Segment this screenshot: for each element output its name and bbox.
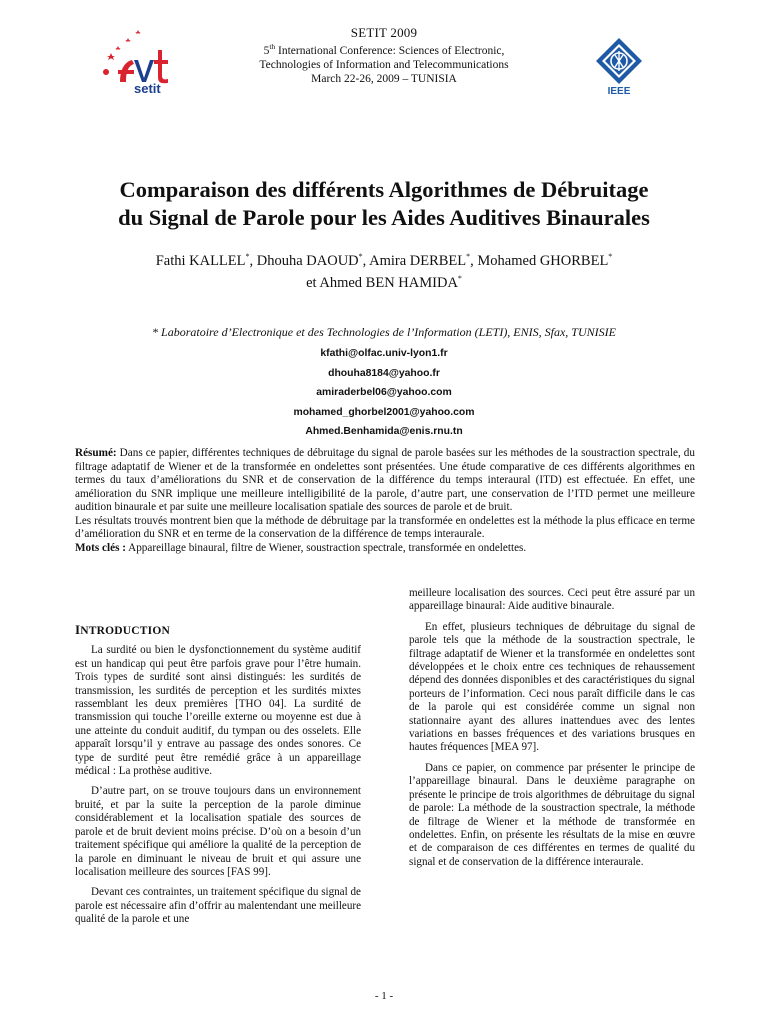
body-paragraph: En effet, plusieurs techniques de débruitage du signal de parole tels que la méthode de la soustraction spectrale, le filtrage adaptatif de Wiener et la transformée en ondelettes sont développées et le choix entre ces techniques de rehaussement dépend des données disponibles et des caractéristiques du signal porteurs de l’information. Ceci nous paraît difficile dans le cas de la parole qui est considérée comme un signal non stationnaire ayant des allures inattendues avec des lentes variations en basses fréquences et des variations brusques en hautes fréquences [MEA 97]. [409, 620, 695, 754]
author-line-1 [70, 248, 698, 270]
conference-line-2: Technologies of Information and Telecommunications [259, 58, 509, 71]
conference-info [200, 26, 568, 86]
body-paragraph: Devant ces contraintes, un traitement spécifique du signal de parole est nécessaire afin d’offrir au malentendant une meilleure qualité de la parole et une [75, 886, 361, 926]
ieee-logo-text: IEEE [607, 86, 631, 96]
conference-short-name: SETIT 2009 [350, 25, 418, 40]
author-name: Mohamed GHORBEL [477, 252, 609, 269]
email-link[interactable]: Ahmed.Benhamida@enis.rnu.tn [305, 426, 463, 438]
email-link[interactable]: mohamed_ghorbel2001@yahoo.com [293, 406, 475, 418]
affiliation-mark: * [457, 273, 462, 283]
author-separator: , [470, 252, 478, 269]
email-link[interactable]: kfathi@olfac.univ-lyon1.fr [320, 348, 448, 359]
conference-line-1-text: International Conference: Sciences of Electronic, [275, 44, 505, 57]
abstract-text: Dans ce papier, différentes techniques de débruitage du signal de parole basées sur les méthodes de la soustraction spectrale, du filtrage adaptatif de Wiener et de la transformée en ondelettes sont présentées. Une étude comparative de ces différents algorithmes en termes du taux d’améliorations du SNR et de conservation de la différence du temps interaural (ITD) est effectuée. En effet, une amélioration du SNR implique une meilleure intelligibilité de la parole, d’autre part, une conservation de l’ITD permet une meilleure audition binaurale et par suite une meilleure localisation spatiale des sources de parole et de bruit. [75, 447, 695, 513]
affiliation-mark: * [466, 252, 471, 261]
keywords-label: Mots clés : [75, 541, 126, 554]
author-name: Amira DERBEL [369, 252, 467, 269]
setit-logo [100, 20, 182, 96]
email-link[interactable]: dhouha8184@yahoo.fr [328, 367, 440, 379]
keywords [75, 542, 695, 556]
page-header [0, 0, 768, 100]
affiliation-mark: * [358, 252, 363, 261]
author-name: Fathi KALLEL [155, 252, 246, 269]
conference-number: 5 [263, 44, 270, 57]
affiliation-mark: * [608, 252, 613, 261]
page-number: - 1 - [374, 990, 394, 1002]
author-separator: , [249, 252, 257, 269]
section-heading-initial: I [75, 622, 81, 637]
star-icon [107, 30, 141, 60]
author-name: Dhouha DAOUD [256, 252, 359, 269]
right-column [409, 587, 695, 876]
abstract-paragraph [75, 447, 695, 515]
affiliation: * Laboratoire d’Electronique et des Technologies de l’Information (LETI), ENIS, Sfax, TUNISIE [152, 325, 616, 339]
ieee-logo [592, 36, 646, 96]
section-heading [75, 623, 361, 638]
conference-number-suffix: th [269, 42, 276, 51]
body-paragraph: Dans ce papier, on commence par présenter le principe de l’appareillage binaural. Dans le deuxième paragraphe on présente le principe de trois algorithmes de débruitage du signal de parole: La méthode de la soustraction spectrale, la méthode de filtrage de Wiener et la méthode de transformée en ondelettes. Enfin, on présente les résultats de la mise en œuvre et de comparaison de ces différentes en termes de qualité du signal et de conservation de la différence interaurale. [409, 761, 695, 868]
body-paragraph: meilleure localisation des sources. Ceci peut être assuré par un appareillage binaural: Aide auditive binaurale. [409, 587, 695, 613]
conference-line-1 [200, 40, 568, 58]
body-paragraph: La surdité ou bien le dysfonctionnement du système auditif est un handicap qui peut être parfois grave pour l’être humain. Trois types de surdité sont ainsi distingués: les surdités de transmission, les surdités de perception et les surdités mixtes rassemblant les deux premières [THO 04]. La surdité de transmission qui touche l’oreille externe ou moyenne est due à une atteinte du conduit auditif, du tympan ou des osselets. Elle apparaît lorsqu’il y entrave au passage des ondes sonores. Ce type de surdité peut être remédié grâce à un appareillage médical : La prothèse auditive. [75, 644, 361, 778]
abstract-label: Résumé: [75, 447, 117, 459]
left-column [75, 623, 361, 934]
author-line-2 [70, 270, 698, 292]
paper-title: Comparaison des différents Algorithmes de Débruitage du Signal de Parole pour les Aides Auditives Binaurales [118, 177, 650, 230]
email-link[interactable]: amiraderbel06@yahoo.com [316, 387, 452, 399]
section-heading-text: NTRODUCTION [80, 625, 171, 637]
email-list [200, 344, 568, 442]
logo-text: setit [134, 81, 161, 96]
conference-dates: March 22-26, 2009 – TUNISIA [311, 72, 457, 85]
abstract [75, 447, 695, 555]
author-list [70, 248, 698, 292]
affiliation-mark: * [245, 252, 250, 261]
abstract-paragraph: Les résultats trouvés montrent bien que la méthode de débruitage par la transformée en ondelettes est la méthode la plus efficace en terme d’amélioration du SNR et en terme de la conservation de la différence de temps interaurale. [75, 514, 695, 540]
body-paragraph: D’autre part, on se trouve toujours dans un environnement bruité, et par la suite la perception de la parole diminue considérablement et la localisation spatiale des sources de parole et de bruit devient moins précise. D’où on a besoin d’un traitement spécifique qui améliore la qualité de la perception de la parole en diminuant le niveau de bruit et qui assure une localisation meilleure des sources [FAS 99]. [75, 785, 361, 878]
author-separator: , [362, 252, 370, 269]
keywords-text: Appareillage binaural, filtre de Wiener, soustraction spectrale, transformée en ondelettes. [125, 541, 527, 554]
author-name: et Ahmed BEN HAMIDA [306, 274, 458, 291]
